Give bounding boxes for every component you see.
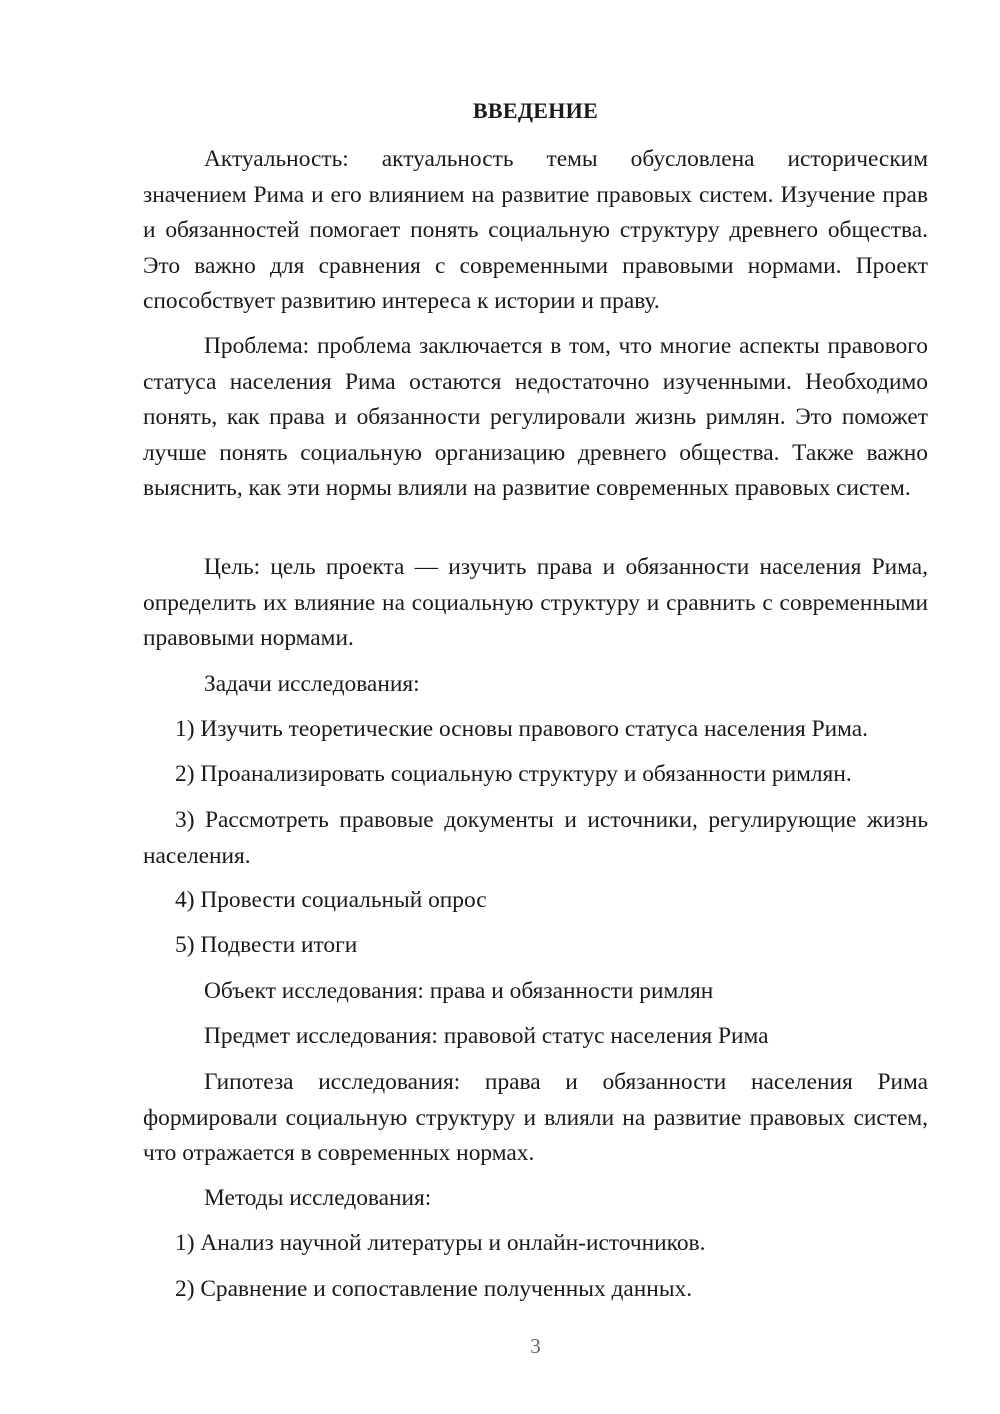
paragraph-hypothesis: Гипотеза исследования: права и обязанности населения Рима формировали социальную структуру и влияли на развитие правовых систем, что отражается в современных нормах.: [143, 1069, 928, 1166]
method-item: 1) Анализ научной литературы и онлайн-источников.: [175, 1230, 706, 1256]
page-title: ВВЕДЕНИЕ: [472, 98, 599, 123]
paragraph-object: Объект исследования: права и обязанности римлян: [204, 978, 714, 1004]
task-item: 5) Подвести итоги: [175, 932, 358, 958]
task-item: 4) Провести социальный опрос: [175, 887, 487, 913]
tasks-heading: Задачи исследования:: [204, 671, 420, 697]
paragraph-subject: Предмет исследования: правовой статус населения Рима: [204, 1023, 769, 1049]
paragraph-actuality: Актуальность: актуальность темы обусловлена историческим значением Рима и его влиянием на развитие правовых систем. Изучение прав и обязанностей помогает понять социальную структуру древнего общества. Это важно для сравнения с современными правовыми нормами. Проект способствует развитию интереса к истории и праву.: [143, 146, 928, 314]
task-item: 1) Изучить теоретические основы правового статуса населения Рима.: [175, 716, 869, 742]
paragraph-problem: Проблема: проблема заключается в том, что многие аспекты правового статуса населения Рима остаются недостаточно изученными. Необходимо понять, как права и обязанности регулировали жизнь римлян. Это поможет лучше понять социальную организацию древнего общества. Также важно выяснить, как эти нормы влияли на развитие современных правовых систем.: [143, 333, 928, 501]
method-item: 2) Сравнение и сопоставление полученных данных.: [175, 1276, 693, 1302]
document-page: [143, 0, 928, 1414]
task-item: 2) Проанализировать социальную структуру и обязанности римлян.: [175, 761, 852, 787]
methods-heading: Методы исследования:: [204, 1185, 432, 1211]
task-item: 3) Рассмотреть правовые документы и источники, регулирующие жизнь населения.: [143, 807, 928, 869]
page-number: 3: [530, 1334, 541, 1358]
paragraph-goal: Цель: цель проекта — изучить права и обязанности населения Рима, определить их влияние на социальную структуру и сравнить с современными правовыми нормами.: [143, 554, 928, 651]
